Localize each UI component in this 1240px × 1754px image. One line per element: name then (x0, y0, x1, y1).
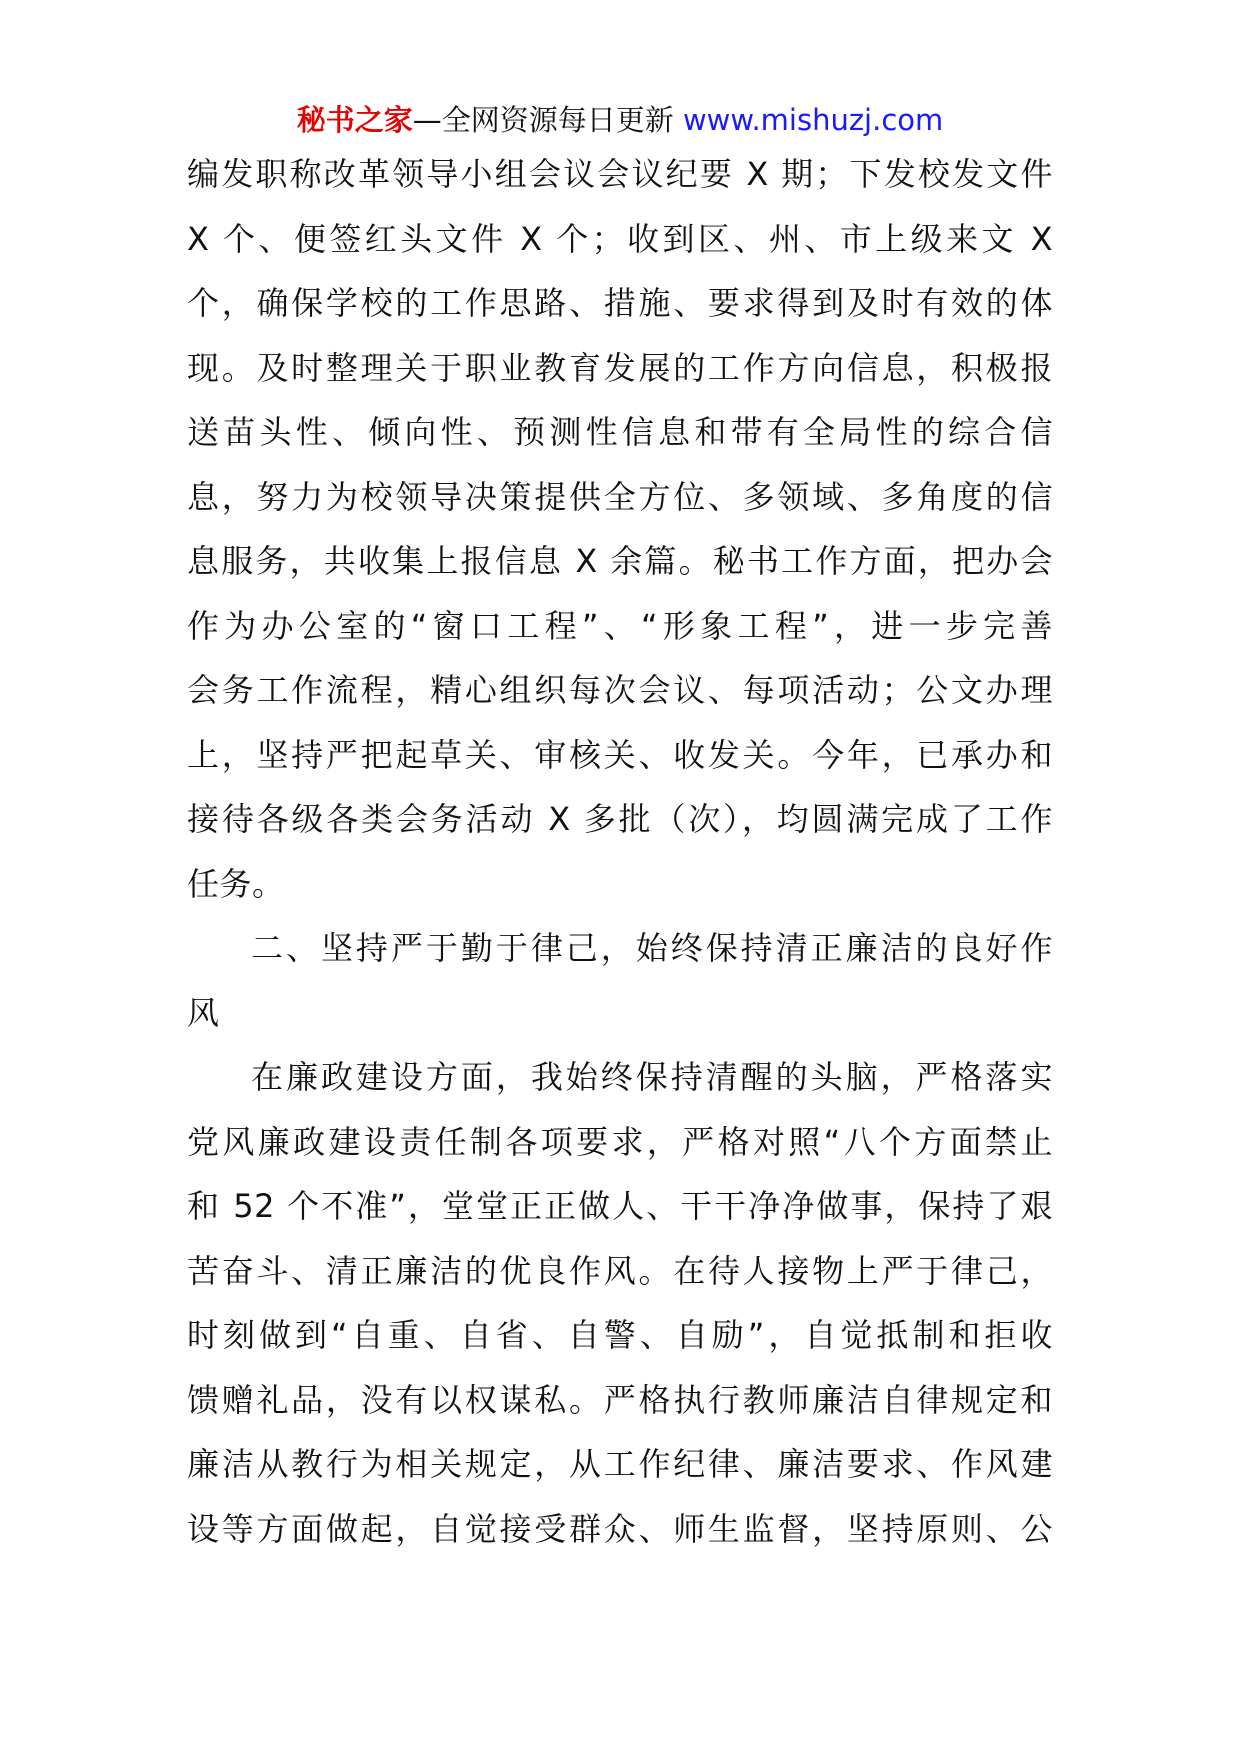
text-line: 息服务，共收集上报信息 X 余篇。秘书工作方面，把办会 (187, 542, 1053, 580)
text-line: 廉洁从教行为相关规定，从工作纪律、廉洁要求、作风建 (187, 1445, 1053, 1483)
text-line: 任务。 (187, 864, 285, 903)
text-line: 党风廉政建设责任制各项要求，严格对照“八个方面禁止 (187, 1122, 1053, 1161)
text-line: 馈赠礼品，没有以权谋私。严格执行教师廉洁自律规定和 (187, 1380, 1053, 1419)
text-line: 息，努力为校领导决策提供全方位、多领域、多角度的信 (187, 477, 1053, 516)
header-tagline: —全网资源每日更新 (412, 103, 674, 137)
document-body (187, 142, 1053, 1561)
section-heading: 二、坚持严于勤于律己，始终保持清正廉洁的良好作 (251, 929, 1053, 967)
text-line: 上，坚持严把起草关、审核关、收发关。今年，已承办和 (187, 735, 1053, 774)
website-link[interactable]: www.mishuzj.com (682, 103, 944, 137)
page-header (0, 100, 1240, 140)
text-line: 作为办公室的“窗口工程”、“形象工程”，进一步完善 (187, 606, 1053, 645)
text-line: 送苗头性、倾向性、预测性信息和带有全局性的综合信 (187, 413, 1053, 451)
text-line: 现。及时整理关于职业教育发展的工作方向信息，积极报 (187, 348, 1053, 387)
text-line: X 个、便签红头文件 X 个；收到区、州、市上级来文 X (187, 219, 1053, 258)
text-line: 时刻做到“自重、自省、自警、自励”，自觉抵制和拒收 (187, 1316, 1053, 1354)
text-line: 个，确保学校的工作思路、措施、要求得到及时有效的体 (187, 284, 1053, 322)
text-line: 设等方面做起，自觉接受群众、师生监督，坚持原则、公 (187, 1509, 1053, 1548)
text-line: 在廉政建设方面，我始终保持清醒的头脑，严格落实 (251, 1058, 1053, 1096)
text-line: 苦奋斗、清正廉洁的优良作风。在待人接物上严于律己， (187, 1251, 1053, 1290)
text-line: 和 52 个不准”，堂堂正正做人、干干净净做事，保持了艰 (187, 1187, 1053, 1225)
text-line: 编发职称改革领导小组会议会议纪要 X 期；下发校发文件 (187, 155, 1053, 193)
section-heading-cont: 风 (187, 993, 220, 1032)
brand-name: 秘书之家 (296, 103, 413, 137)
text-line: 接待各级各类会务活动 X 多批（次），均圆满完成了工作 (187, 800, 1053, 838)
text-line: 会务工作流程，精心组织每次会议、每项活动；公文办理 (187, 671, 1053, 709)
